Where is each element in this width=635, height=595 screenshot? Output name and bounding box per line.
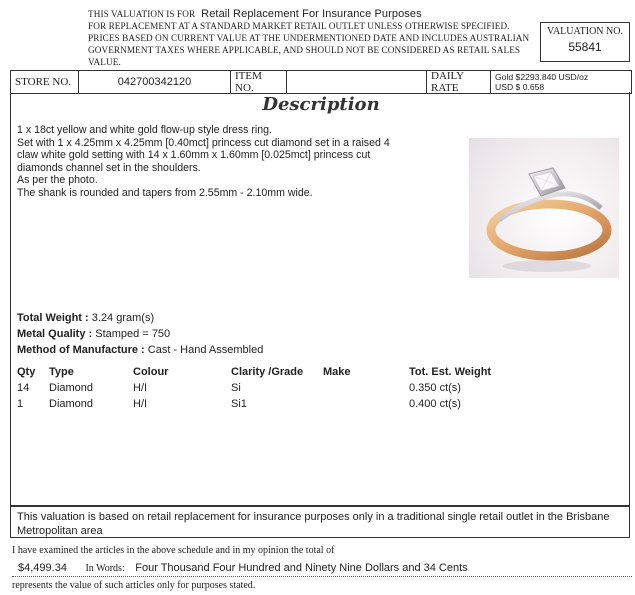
total-weight-value: 3.24 gram(s) — [91, 312, 155, 324]
cell-type: Diamond — [49, 382, 94, 394]
cell-colour: H/I — [133, 398, 148, 410]
header-line4: GOVERNMENT TAXES WHERE APPLICABLE, AND SHOULD NOT BE CONSIDERED AS RETAIL SALES VALUE. — [88, 45, 521, 67]
cell-clarity: Si — [231, 382, 241, 394]
cell-weight: 0.350 ct(s) — [409, 382, 461, 394]
metal-quality-label: Metal Quality : — [17, 328, 93, 340]
table-row — [17, 396, 617, 412]
store-no-value: 042700342120 — [79, 71, 231, 93]
amount-line — [12, 562, 632, 577]
description-line: claw white gold setting with 14 x 1.60mm x 1.60mm [0.025mct] princess cut — [17, 149, 371, 162]
header-qty: Qty — [17, 366, 36, 378]
valuation-number-label: VALUATION NO. — [547, 26, 623, 37]
header-colour: Colour — [133, 366, 169, 378]
amount-in-words: Four Thousand Four Hundred and Ninety Nine Dollars and 34 Cents — [135, 562, 468, 574]
in-words-label: In Words: — [85, 563, 125, 574]
item-no-label: ITEM NO. — [231, 71, 287, 93]
daily-rate-label: DAILY RATE — [427, 71, 491, 93]
description-line: 1 x 18ct yellow and white gold flow-up style dress ring. — [17, 124, 272, 136]
header-clarity: Clarity /Grade — [231, 366, 304, 378]
valuation-number: 55841 — [568, 40, 602, 54]
description-line: As per the photo. — [17, 174, 98, 187]
store-no-label: STORE NO. — [11, 71, 79, 93]
header-make: Make — [323, 366, 351, 378]
total-weight-label: Total Weight : — [17, 312, 89, 324]
cell-qty: 14 — [17, 382, 30, 394]
header-disclaimer — [88, 8, 538, 68]
specs-block — [17, 310, 617, 358]
description-box — [10, 92, 630, 506]
method-label: Method of Manufacture : — [17, 344, 145, 356]
item-no-value — [287, 71, 427, 93]
cell-colour: H/I — [133, 382, 148, 394]
footer-note: This valuation is based on retail replacement for insurance purposes only in a traditional single retail outlet in the Brisbane Metropolitan area — [10, 506, 630, 538]
cell-qty: 1 — [17, 398, 24, 410]
purpose-statement: represents the value of such articles only for purposes stated. — [12, 580, 256, 591]
valuation-purpose: Retail Replacement For Insurance Purposes — [201, 8, 422, 20]
cell-type: Diamond — [49, 398, 94, 410]
description-line: The shank is rounded and tapers from 2.55mm - 2.10mm wide. — [17, 186, 313, 199]
header-line2: FOR REPLACEMENT AT A STANDARD MARKET RETAIL OUTLET UNLESS OTHERWISE SPECIFIED. — [88, 21, 510, 31]
cell-weight: 0.400 ct(s) — [409, 398, 461, 410]
method-value: Cast - Hand Assembled — [147, 344, 264, 356]
gold-rate: Gold $2293.840 USD/oz — [495, 72, 589, 82]
description-line: diamonds channel set in the shoulders. — [17, 161, 201, 174]
header-type: Type — [49, 366, 74, 378]
table-row — [17, 380, 617, 396]
valuation-number-box — [540, 22, 630, 62]
description-text — [17, 124, 467, 200]
header-line3: PRICES BASED ON CURRENT VALUE AT THE UNDERMENTIONED DATE AND INCLUDES AUSTRALIAN — [88, 33, 530, 43]
header-weight: Tot. Est. Weight — [409, 366, 492, 378]
ring-illustration — [469, 138, 619, 278]
store-row — [10, 70, 632, 94]
examined-statement: I have examined the articles in the above schedule and in my opinion the total of — [12, 545, 335, 556]
description-line: Set with 1 x 4.25mm x 4.25mm [0.40mct] princess cut diamond set in a raised 4 — [17, 136, 390, 149]
daily-rate-values — [491, 71, 631, 93]
total-amount: $4,499.34 — [18, 562, 67, 574]
stone-table — [17, 364, 617, 424]
cell-clarity: Si1 — [231, 398, 247, 410]
ring-photo — [469, 138, 619, 278]
header-line1-prefix: THIS VALUATION IS FOR — [88, 9, 196, 19]
usd-rate: USD $ 0.658 — [495, 82, 545, 92]
metal-quality-value: Stamped = 750 — [95, 328, 171, 340]
description-title: Description — [262, 94, 380, 115]
table-header-row — [17, 364, 617, 380]
